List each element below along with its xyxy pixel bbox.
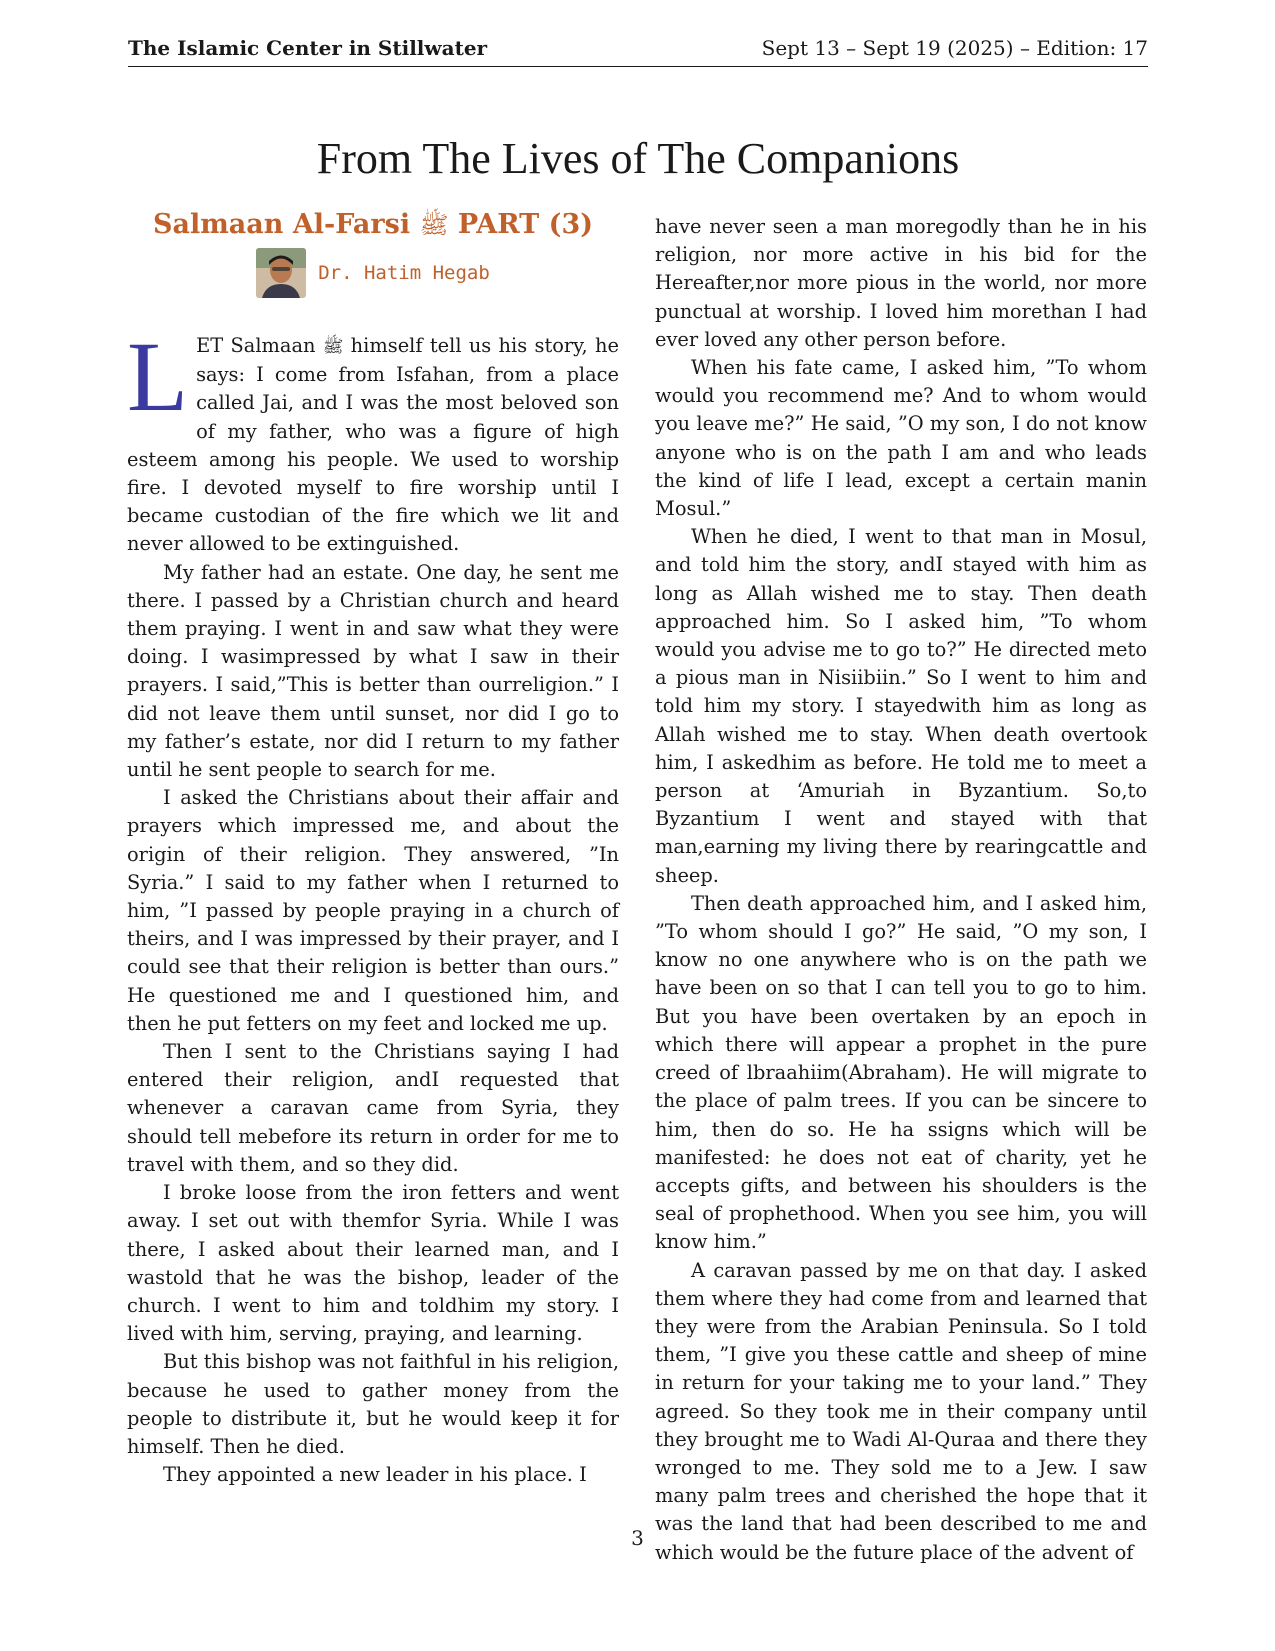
author-row <box>127 248 619 298</box>
right-paragraph: When his fate came, I asked him, ”To whom would you recommend me? And to whom would you leave me?” He said, ”O my son, I do not know anyone who is on the path I am and who leads the kind of life I lead, except a certain manin Mosul.” <box>655 356 1147 521</box>
left-paragraph: I asked the Christians about their affair and prayers which impressed me, and about the origin of their religion. They answered, ”In Syria.” I said to my father when I returned to him, ”I passed by people praying in a church of theirs, and I was impressed by their prayer, and I could see that their religion is better than ours.” He questioned me and I questioned him, and then he put fetters on my feet and locked me up. <box>127 786 619 1035</box>
left-paragraph: I broke loose from the iron fetters and went away. I set out with themfor Syria. While I was there, I asked about their learned man, and I wastold that he was the bishop, leader of the church. I went to him and toldhim my story. I lived with him, serving, praying, and learning. <box>127 1181 619 1346</box>
left-column <box>127 208 619 1489</box>
right-continuation: have never seen a man moregodly than he in his religion, nor more active in his bid for the Hereafter,nor more pious in the world, nor more punctual at worship. I loved him morethan I had ever loved any other person before. <box>655 215 1147 351</box>
right-paragraph: Then death approached him, and I asked him, ”To whom should I go?” He said, ”O my son, I know no one anywhere who is on the path we have been on so that I can tell you to go to him. But you have been overtaken by an epoch in which there will appear a prophet in the pure creed of lbraahiim(Abraham). He will migrate to the place of palm trees. If you can be sincere to him, then do so. He ha ssigns which will be manifested: he does not eat of charity, yet he accepts gifts, and between his shoulders is the seal of prophethood. When you see him, you will know him.” <box>655 891 1147 1254</box>
header-edition: Sept 13 – Sept 19 (2025) – Edition: 17 <box>761 36 1148 60</box>
author-avatar <box>256 248 306 298</box>
lead-opening: ET Salmaan <box>196 334 316 357</box>
author-photo-icon <box>256 248 306 298</box>
article-title-name: Salmaan Al-Farsi <box>152 209 411 240</box>
left-paragraph: They appointed a new leader in his place. I <box>163 1463 587 1487</box>
lead-text: himself tell us his story, he says: I come from Isfahan, from a place called Jai, and I was the most beloved son of my father, who was a figure of high esteem among his people. We used to worship fire. I devoted myself to fire worship until I became custodian of the fire which we lit and never allowed to be extinguished. <box>127 334 619 556</box>
right-paragraph: A caravan passed by me on that day. I asked them where they had come from and learned that they were from the Arabian Peninsula. So I told them, ”I give you these cattle and sheep of mine in return for your taking me to your land.” They agreed. So they took me in their company until they brought me to Wadi Al-Quraa and there they wronged to me. They sold me to a Jew. I saw many palm trees and cherished the hope that it was the land that had been described to me and which would be the future place of the advent of <box>655 1258 1147 1564</box>
lead-paragraph <box>127 321 619 559</box>
left-paragraph: My father had an estate. One day, he sent me there. I passed by a Christian church and heard them praying. I went in and saw what they were doing. I wasimpressed by what I saw in their prayers. I said,”This is better than ourreligion.” I did not leave them until sunset, nor did I go to my father’s estate, nor did I return to my father until he sent people to search for me. <box>127 560 619 782</box>
page-number: 3 <box>631 1526 644 1550</box>
drop-cap: L <box>127 321 189 432</box>
running-header <box>128 36 1148 67</box>
left-paragraph: Then I sent to the Christians saying I had entered their religion, andI requested that whenever a caravan came from Syria, they should tell mebefore its return in order for me to travel with them, and so they did. <box>127 1040 619 1176</box>
right-column <box>655 213 1147 1567</box>
article-part: PART (3) <box>457 209 594 240</box>
left-paragraph: But this bishop was not faithful in his religion, because he used to gather money from the people to distribute it, but he would keep it for himself. Then he died. <box>127 1350 619 1458</box>
article-title <box>127 208 619 242</box>
honorific-glyph: ﷺ <box>419 211 449 239</box>
honorific-inline-glyph: ﷺ <box>322 337 344 357</box>
header-org: The Islamic Center in Stillwater <box>128 36 488 60</box>
page-title: From The Lives of The Companions <box>316 134 960 184</box>
author-name: Dr. Hatim Hegab <box>318 262 490 284</box>
right-paragraph: When he died, I went to that man in Mosul, and told him the story, andI stayed with him as long as Allah wished me to stay. Then death approached him. So I asked him, ”To whom would you advise me to go to?” He directed meto a pious man in Nisiibiin.” So I went to him and told him my story. I stayedwith him as long as Allah wished me to stay. When death overtook him, I askedhim as before. He told me to meet a person at ‘Amuriah in Byzantium. So,to Byzantium I went and stayed with that man,earning my living there by rearingcattle and sheep. <box>655 525 1147 887</box>
